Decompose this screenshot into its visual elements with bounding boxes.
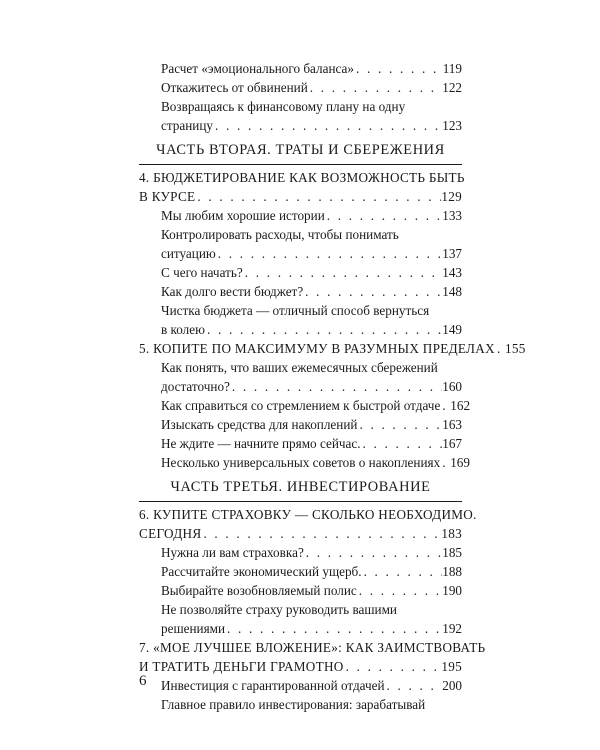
chapter-page: 129: [441, 189, 462, 204]
toc-entry[interactable]: [139, 78, 462, 97]
toc-entry-title: Рассчитайте экономический ущерб.: [161, 564, 362, 579]
chapter-entry[interactable]: [139, 339, 526, 358]
toc-entry-title: Главное правило инвестирования: зарабатывай: [161, 697, 426, 712]
toc-entry-page: 169: [450, 455, 470, 470]
toc-entry-title: страницу: [161, 118, 213, 133]
toc-entry-title: ситуацию: [161, 246, 216, 261]
toc-entry[interactable]: [139, 600, 462, 638]
part-heading: ЧАСТЬ ТРЕТЬЯ. ИНВЕСТИРОВАНИЕ: [139, 479, 462, 502]
toc-entry-title: Несколько универсальных советов о накоплениях: [161, 455, 441, 470]
toc-entry-page: 200: [442, 678, 462, 693]
toc-entry[interactable]: [139, 434, 462, 453]
toc-entry-title: Инвестиция с гарантированной отдачей: [161, 678, 385, 693]
table-of-contents: [139, 59, 526, 714]
toc-entry-title-line: Чистка бюджета — отличный способ вернуться: [161, 303, 430, 318]
toc-entry[interactable]: [139, 695, 462, 714]
toc-entry[interactable]: [139, 415, 462, 434]
toc-entry-page: 119: [442, 61, 462, 76]
toc-entry-page: 192: [442, 621, 462, 636]
chapter-title-line: 6. КУПИТЕ СТРАХОВКУ — СКОЛЬКО НЕОБХОДИМО.: [139, 507, 477, 522]
toc-entry-page: 123: [442, 118, 462, 133]
chapter-page: 183: [441, 526, 462, 541]
toc-entry[interactable]: [139, 581, 462, 600]
toc-entry[interactable]: [139, 676, 462, 695]
toc-entry-title-line: Возвращаясь к финансовому плану на одну: [161, 99, 406, 114]
toc-entry-title: Мы любим хорошие истории: [161, 208, 325, 223]
dot-leader: [304, 543, 442, 562]
toc-entry-title: Как справиться со стремлением к быстрой отдаче: [161, 398, 441, 413]
page-number: 6: [139, 673, 147, 689]
chapter-entry[interactable]: [139, 638, 486, 676]
toc-entry-title: Расчет «эмоционального баланса»: [161, 61, 354, 76]
toc-entry-page: 167: [442, 436, 462, 451]
toc-entry[interactable]: [139, 543, 462, 562]
toc-entry[interactable]: [139, 282, 462, 301]
toc-entry-page: 148: [442, 284, 462, 299]
dot-leader: [201, 524, 441, 543]
toc-entry-title-line: Не позволяйте страху руководить вашими: [161, 602, 397, 617]
dot-leader: [216, 244, 442, 263]
dot-leader: [325, 206, 442, 225]
toc-entry-title-line: Контролировать расходы, чтобы понимать: [161, 227, 399, 242]
dot-leader: [205, 320, 442, 339]
dot-leader: [440, 396, 450, 415]
dot-leader: [308, 78, 442, 97]
toc-entry[interactable]: [139, 562, 462, 581]
part-heading: ЧАСТЬ ВТОРАЯ. ТРАТЫ И СБЕРЕЖЕНИЯ: [139, 142, 462, 165]
toc-entry-page: 188: [442, 564, 462, 579]
toc-entry-title: решениями: [161, 621, 226, 636]
dot-leader: [344, 657, 442, 676]
chapter-page: 195: [441, 659, 462, 674]
dot-leader: [362, 562, 443, 581]
toc-entry-page: 149: [442, 322, 462, 337]
toc-entry[interactable]: [139, 263, 462, 282]
toc-entry-page: 160: [442, 379, 462, 394]
chapter-title: И ТРАТИТЬ ДЕНЬГИ ГРАМОТНО: [139, 659, 344, 674]
toc-entry-page: 185: [442, 545, 462, 560]
chapter-title: В КУРСЕ: [139, 189, 196, 204]
toc-entry-title: Откажитесь от обвинений: [161, 80, 308, 95]
chapter-title-line: 7. «МОЕ ЛУЧШЕЕ ВЛОЖЕНИЕ»: КАК ЗАИМСТВОВАТЬ: [139, 640, 486, 655]
toc-entry[interactable]: [139, 59, 462, 78]
dot-leader: [440, 453, 450, 472]
chapter-entry[interactable]: [139, 168, 465, 206]
toc-entry[interactable]: [139, 396, 471, 415]
toc-entry-title: Изыскать средства для накоплений: [161, 417, 358, 432]
dot-leader: [354, 59, 443, 78]
toc-entry-title: С чего начать?: [161, 265, 243, 280]
toc-entry[interactable]: [139, 453, 470, 472]
toc-entry-title: Не ждите — начните прямо сейчас.: [161, 436, 361, 451]
toc-entry[interactable]: [139, 225, 462, 263]
dot-leader: [385, 676, 443, 695]
toc-entry-page: 162: [450, 398, 471, 413]
toc-entry[interactable]: [139, 206, 462, 225]
chapter-page: 155: [504, 341, 526, 356]
chapter-title: СЕГОДНЯ: [139, 526, 202, 541]
dot-leader: [225, 619, 442, 638]
dot-leader: [243, 263, 443, 282]
dot-leader: [357, 415, 442, 434]
dot-leader: [213, 116, 442, 135]
toc-entry-page: 190: [442, 583, 462, 598]
dot-leader: [303, 282, 442, 301]
toc-entry-title-line: Как понять, что ваших ежемесячных сбережений: [161, 360, 438, 375]
toc-entry[interactable]: [139, 97, 462, 135]
toc-entry-title: Выбирайте возобновляемый полис: [161, 583, 357, 598]
chapter-title-line: 4. БЮДЖЕТИРОВАНИЕ КАК ВОЗМОЖНОСТЬ БЫТЬ: [139, 170, 465, 185]
toc-entry-title: Как долго вести бюджет?: [161, 284, 304, 299]
toc-entry-page: 137: [442, 246, 462, 261]
dot-leader: [230, 377, 442, 396]
dot-leader: [495, 339, 505, 358]
toc-entry-page: 122: [442, 80, 462, 95]
chapter-title: 5. КОПИТЕ ПО МАКСИМУМУ В РАЗУМНЫХ ПРЕДЕЛАХ: [139, 341, 495, 356]
chapter-entry[interactable]: [139, 505, 477, 543]
dot-leader: [361, 434, 443, 453]
dot-leader: [357, 581, 442, 600]
toc-entry-page: 133: [442, 208, 462, 223]
toc-entry-title: достаточно?: [161, 379, 230, 394]
dot-leader: [195, 187, 441, 206]
toc-entry-page: 163: [442, 417, 462, 432]
toc-entry-title: Нужна ли вам страховка?: [161, 545, 304, 560]
toc-entry[interactable]: [139, 301, 462, 339]
toc-entry[interactable]: [139, 358, 462, 396]
toc-entry-title: в колею: [161, 322, 205, 337]
toc-entry-page: 143: [442, 265, 462, 280]
